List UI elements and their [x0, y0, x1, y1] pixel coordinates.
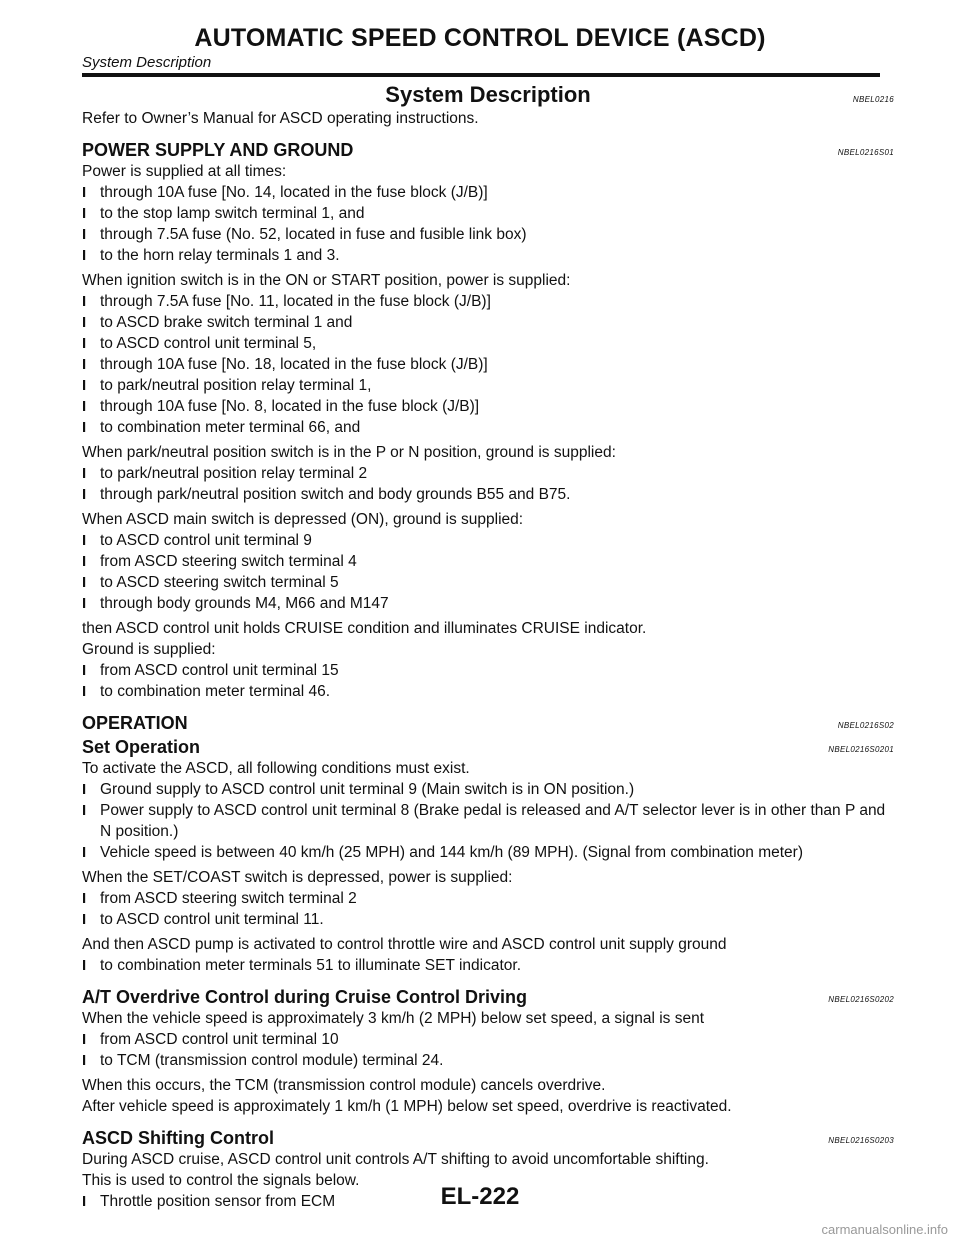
- overdrive-heading-row: [82, 986, 894, 1008]
- bullet-marker: I: [82, 574, 87, 591]
- list-item-text: from ASCD steering switch terminal 2: [100, 890, 357, 907]
- shifting-ref-code: NBEL0216S0203: [828, 1136, 894, 1145]
- header-rule: [82, 73, 880, 77]
- list-item: [82, 551, 894, 572]
- list-item-text: to ASCD brake switch terminal 1 and: [100, 314, 353, 331]
- paragraph: And then ASCD pump is activated to control throttle wire and ASCD control unit supply ground: [82, 936, 727, 953]
- list-item-text: to park/neutral position relay terminal 1,: [100, 377, 372, 394]
- operation-heading-row: [82, 712, 894, 734]
- bullet-marker: I: [82, 465, 87, 482]
- bullet-marker: I: [82, 205, 87, 222]
- operation-ref-code: NBEL0216S02: [837, 721, 894, 730]
- list-item-text: to combination meter terminals 51 to illuminate SET indicator.: [100, 957, 521, 974]
- shifting-heading-row: [82, 1127, 894, 1149]
- list-item: [82, 182, 894, 203]
- operation-title: OPERATION: [82, 713, 188, 733]
- list-item-text: to ASCD control unit terminal 9: [100, 532, 312, 549]
- bullet-marker: I: [82, 890, 87, 907]
- paragraph: When ASCD main switch is depressed (ON), ground is supplied:: [82, 511, 524, 528]
- list-item: [82, 375, 894, 396]
- list-item: [82, 354, 894, 375]
- paragraph: To activate the ASCD, all following conditions must exist.: [82, 760, 470, 777]
- list-item-text: to ASCD control unit terminal 5,: [100, 335, 317, 352]
- bullet-marker: I: [82, 1193, 87, 1210]
- bullet-marker: I: [82, 247, 87, 264]
- list-item-text: to ASCD steering switch terminal 5: [100, 574, 339, 591]
- list-item-text: through 7.5A fuse (No. 52, located in fuse and fusible link box): [100, 226, 527, 243]
- section-ref-code: NBEL0216: [852, 95, 894, 104]
- list-item: [82, 888, 894, 909]
- bullet-marker: I: [82, 844, 87, 861]
- paragraph: After vehicle speed is approximately 1 km/h (1 MPH) below set speed, overdrive is reactivated.: [82, 1098, 732, 1115]
- bullet-marker: I: [82, 802, 87, 819]
- overdrive-ref-code: NBEL0216S0202: [828, 995, 894, 1004]
- list-item-text: through body grounds M4, M66 and M147: [100, 595, 389, 612]
- list-item: [82, 909, 894, 930]
- paragraph: When ignition switch is in the ON or START position, power is supplied:: [82, 272, 571, 289]
- list-item-text: through park/neutral position switch and body grounds B55 and B75.: [100, 486, 571, 503]
- list-item: [82, 1050, 894, 1071]
- bullet-list: [82, 1029, 894, 1071]
- bullet-marker: I: [82, 419, 87, 436]
- bullet-list: [82, 291, 894, 438]
- list-item-text: through 10A fuse [No. 8, located in the fuse block (J/B)]: [100, 398, 480, 415]
- list-item-text: Vehicle speed is between 40 km/h (25 MPH) and 144 km/h (89 MPH). (Signal from combination meter): [100, 844, 803, 861]
- list-item-text: to park/neutral position relay terminal 2: [100, 465, 368, 482]
- bullet-marker: I: [82, 486, 87, 503]
- paragraph: When this occurs, the TCM (transmission control module) cancels overdrive.: [82, 1077, 606, 1094]
- list-item: [82, 660, 894, 681]
- bullet-marker: I: [82, 184, 87, 201]
- paragraph: Ground is supplied:: [82, 641, 216, 658]
- bullet-marker: I: [82, 293, 87, 310]
- bullet-marker: I: [82, 553, 87, 570]
- list-item-text: to combination meter terminal 46.: [100, 683, 331, 700]
- list-item: [82, 224, 894, 245]
- list-item: [82, 800, 894, 842]
- list-item-text: Ground supply to ASCD control unit terminal 9 (Main switch is in ON position.): [100, 781, 635, 798]
- list-item-text: through 7.5A fuse [No. 11, located in the fuse block (J/B)]: [100, 293, 491, 310]
- bullet-list: [82, 182, 894, 266]
- bullet-marker: I: [82, 377, 87, 394]
- bullet-marker: I: [82, 595, 87, 612]
- bullet-list: [82, 530, 894, 614]
- bullet-marker: I: [82, 398, 87, 415]
- list-item: [82, 530, 894, 551]
- list-item: [82, 417, 894, 438]
- watermark: carmanualsonline.info: [821, 1222, 948, 1237]
- list-item-text: from ASCD control unit terminal 10: [100, 1031, 339, 1048]
- bullet-list: [82, 888, 894, 930]
- set-operation-ref-code: NBEL0216S0201: [828, 745, 894, 754]
- list-item-text: to the stop lamp switch terminal 1, and: [100, 205, 365, 222]
- paragraph: Power is supplied at all times:: [82, 163, 287, 180]
- page-number: EL-222: [440, 1183, 520, 1210]
- list-item-text: to combination meter terminal 66, and: [100, 419, 361, 436]
- set-operation-title: Set Operation: [82, 737, 201, 757]
- page-content: [82, 80, 894, 1212]
- bullet-marker: I: [82, 662, 87, 679]
- list-item: [82, 245, 894, 266]
- power-title: POWER SUPPLY AND GROUND: [82, 140, 354, 160]
- list-item-text: Power supply to ASCD control unit terminal 8 (Brake pedal is released and A/T selector lever is in other than P and N position.): [100, 802, 886, 840]
- list-item: [82, 681, 894, 702]
- paragraph: When the SET/COAST switch is depressed, power is supplied:: [82, 869, 513, 886]
- section-title: System Description: [385, 82, 591, 107]
- list-item: [82, 779, 894, 800]
- list-item: [82, 291, 894, 312]
- list-item: [82, 955, 894, 976]
- list-item: [82, 463, 894, 484]
- power-ref-code: NBEL0216S01: [837, 148, 894, 157]
- list-item: [82, 572, 894, 593]
- bullet-marker: I: [82, 683, 87, 700]
- power-heading-row: [82, 139, 894, 161]
- paragraph: When park/neutral position switch is in the P or N position, ground is supplied:: [82, 444, 616, 461]
- list-item: [82, 1029, 894, 1050]
- paragraph: then ASCD control unit holds CRUISE condition and illuminates CRUISE indicator.: [82, 620, 647, 637]
- list-item-text: to ASCD control unit terminal 11.: [100, 911, 324, 928]
- running-header-subtitle: System Description: [82, 54, 212, 71]
- bullet-marker: I: [82, 1052, 87, 1069]
- bullet-list: [82, 955, 894, 976]
- set-operation-heading-row: [82, 736, 894, 758]
- list-item-text: Throttle position sensor from ECM: [100, 1193, 336, 1210]
- bullet-marker: I: [82, 781, 87, 798]
- bullet-list: [82, 660, 894, 702]
- bullet-marker: I: [82, 335, 87, 352]
- paragraph: During ASCD cruise, ASCD control unit controls A/T shifting to avoid uncomfortable shifting.: [82, 1151, 709, 1168]
- list-item: [82, 333, 894, 354]
- bullet-marker: I: [82, 1031, 87, 1048]
- bullet-list: [82, 463, 894, 505]
- bullet-marker: I: [82, 314, 87, 331]
- list-item: [82, 203, 894, 224]
- list-item: [82, 484, 894, 505]
- list-item-text: to TCM (transmission control module) terminal 24.: [100, 1052, 444, 1069]
- list-item-text: through 10A fuse [No. 14, located in the fuse block (J/B)]: [100, 184, 488, 201]
- list-item: [82, 593, 894, 614]
- list-item-text: from ASCD steering switch terminal 4: [100, 553, 357, 570]
- bullet-list: [82, 779, 894, 863]
- bullet-marker: I: [82, 226, 87, 243]
- overdrive-title: A/T Overdrive Control during Cruise Control Driving: [82, 987, 528, 1007]
- bullet-marker: I: [82, 911, 87, 928]
- section-heading-row: [82, 80, 894, 108]
- list-item: [82, 396, 894, 417]
- bullet-marker: I: [82, 356, 87, 373]
- list-item-text: from ASCD control unit terminal 15: [100, 662, 339, 679]
- shifting-title: ASCD Shifting Control: [82, 1128, 274, 1148]
- intro-text: Refer to Owner’s Manual for ASCD operating instructions.: [82, 110, 479, 127]
- bullet-marker: I: [82, 532, 87, 549]
- list-item: [82, 312, 894, 333]
- paragraph: When the vehicle speed is approximately 3 km/h (2 MPH) below set speed, a signal is sent: [82, 1010, 705, 1027]
- list-item-text: through 10A fuse [No. 18, located in the fuse block (J/B)]: [100, 356, 488, 373]
- paragraph: This is used to control the signals below.: [82, 1172, 360, 1189]
- list-item: [82, 842, 894, 863]
- bullet-marker: I: [82, 957, 87, 974]
- list-item-text: to the horn relay terminals 1 and 3.: [100, 247, 340, 264]
- running-header-title: AUTOMATIC SPEED CONTROL DEVICE (ASCD): [194, 24, 766, 52]
